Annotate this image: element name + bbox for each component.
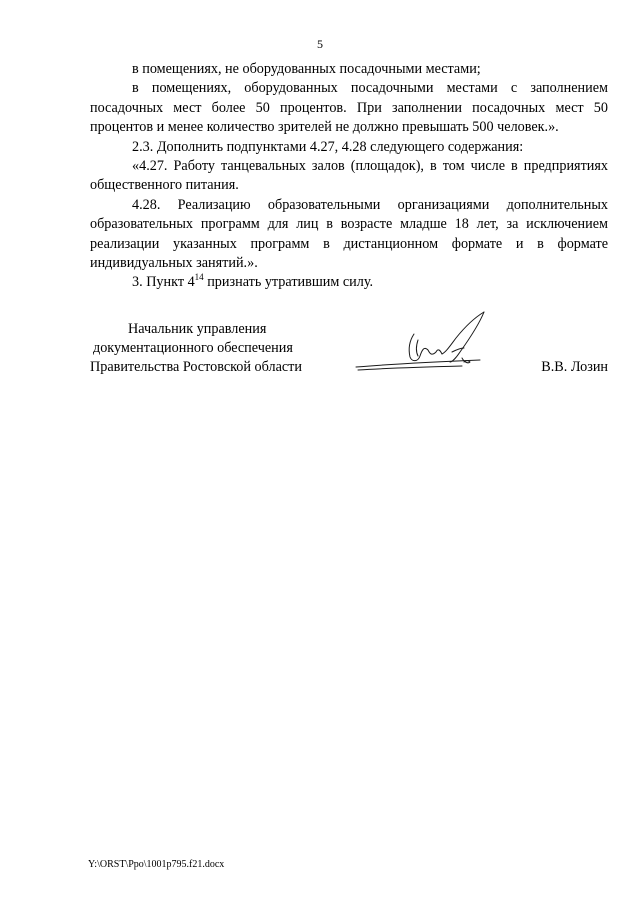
paragraph: в помещениях, не оборудованных посадочными местами; — [132, 61, 481, 77]
page-number: 5 — [317, 37, 323, 51]
signatory-title-line: документационного обеспечения — [93, 340, 293, 356]
signatory-title-line: Правительства Ростовской области — [90, 359, 302, 375]
signature-block — [90, 320, 608, 390]
paragraph: в помещениях, оборудованных посадочными местами с заполнением посадочных мест более 50 процентов. При заполнении посадочных мест 50 процентов и менее количество зрителей не должно превышать 500 человек.». — [90, 80, 608, 136]
clause-prefix: 3. Пункт 4 — [132, 274, 195, 291]
signatory-title-line: Начальник управления — [128, 321, 267, 337]
paragraph-repeal-clause — [90, 273, 608, 292]
paragraph: 2.3. Дополнить подпунктами 4.27, 4.28 следующего содержания: — [132, 138, 524, 155]
clause-superscript: 14 — [194, 272, 204, 283]
signatory-name: В.В. Лозин — [541, 359, 608, 375]
file-path-footer: Y:\ORST\Ppo\1001p795.f21.docx — [88, 859, 225, 870]
handwritten-signature — [352, 310, 512, 380]
signatory-title — [90, 320, 330, 377]
clause-suffix: признать утратившим силу. — [203, 274, 374, 291]
paragraph: «4.27. Работу танцевальных залов (площадок), в том числе в предприятиях общественного питания. — [90, 158, 608, 194]
document-body — [90, 60, 608, 293]
paragraph: 4.28. Реализацию образовательными организациями дополнительных образовательных программ для лиц в возрасте младше 18 лет, за исключением реализации указанных программ в дистанционном формате и в формате индивидуальных занятий.». — [90, 196, 608, 272]
